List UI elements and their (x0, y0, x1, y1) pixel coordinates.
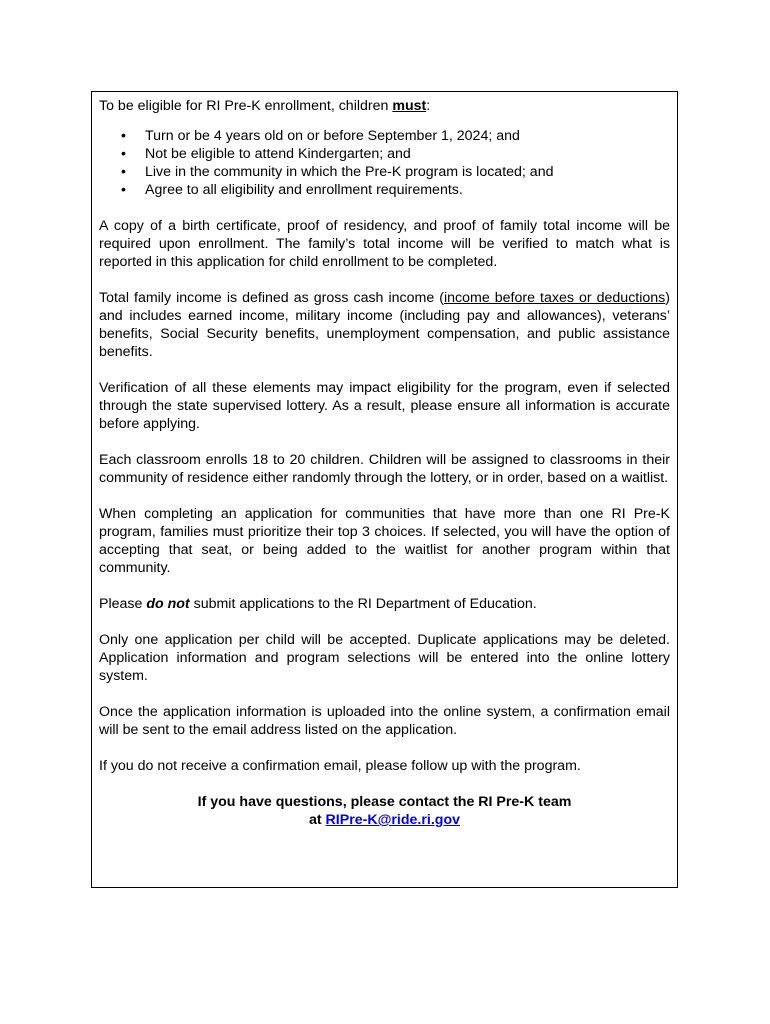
bullet-icon: • (121, 164, 126, 180)
list-item: • Agree to all eligibility and enrollment requirements. (121, 182, 463, 198)
do-not-submit-paragraph: Please do not submit applications to the RI Department of Education. (99, 596, 537, 612)
eligibility-intro: To be eligible for RI Pre-K enrollment, children must: (99, 98, 431, 114)
must-emphasis: must (392, 98, 427, 114)
bullet-icon: • (121, 182, 126, 198)
list-item: • Live in the community in which the Pre-K program is located; and (121, 164, 554, 180)
documents-paragraph: A copy of a birth certificate, proof of residency, and proof of family total income will be required upon enrollment. The family’s total income will be verified to match what is reported in this application for child enrollment to be completed. (99, 218, 670, 270)
bullet-icon: • (121, 146, 126, 162)
one-application-paragraph: Only one application per child will be accepted. Duplicate applications may be deleted. Application information and program selections will be entered into the online lottery system. (99, 632, 670, 684)
do-not-emphasis: do not (146, 596, 190, 612)
contact-email-line: at RIPre-K@ride.ri.gov (308, 812, 461, 828)
choices-paragraph: When completing an application for communities that have more than one RI Pre-K program, families must prioritize their top 3 choices. If selected, you will have the option of accepting that seat, or being added to the waitlist for another program within that community. (99, 506, 670, 576)
requirements-list (99, 127, 670, 199)
list-item: • Turn or be 4 years old on or before September 1, 2024; and (121, 128, 520, 144)
confirmation-paragraph: Once the application information is uploaded into the online system, a confirmation email will be sent to the email address listed on the application. (99, 704, 670, 738)
income-paragraph: Total family income is defined as gross cash income (income before taxes or deductions) and includes earned income, military income (including pay and allowances), veterans’ benefits, Social Security benefits, unemployment compensation, and public assistance benefits. (99, 290, 670, 360)
contact-email-link[interactable]: RIPre-K@ride.ri.gov (325, 812, 461, 828)
classroom-paragraph: Each classroom enrolls 18 to 20 children. Children will be assigned to classrooms in their community of residence either randomly through the lottery, or in order, based on a waitlist. (99, 452, 670, 486)
income-definition-underline: income before taxes or deductions (444, 290, 666, 306)
followup-paragraph: If you do not receive a confirmation email, please follow up with the program. (99, 758, 581, 774)
bullet-icon: • (121, 128, 126, 144)
verification-paragraph: Verification of all these elements may impact eligibility for the program, even if selected through the state supervised lottery. As a result, please ensure all information is accurate before applying. (99, 380, 670, 432)
eligibility-info-box (91, 91, 678, 888)
list-item: • Not be eligible to attend Kindergarten; and (121, 146, 411, 162)
contact-line: If you have questions, please contact the RI Pre-K team (197, 794, 572, 810)
